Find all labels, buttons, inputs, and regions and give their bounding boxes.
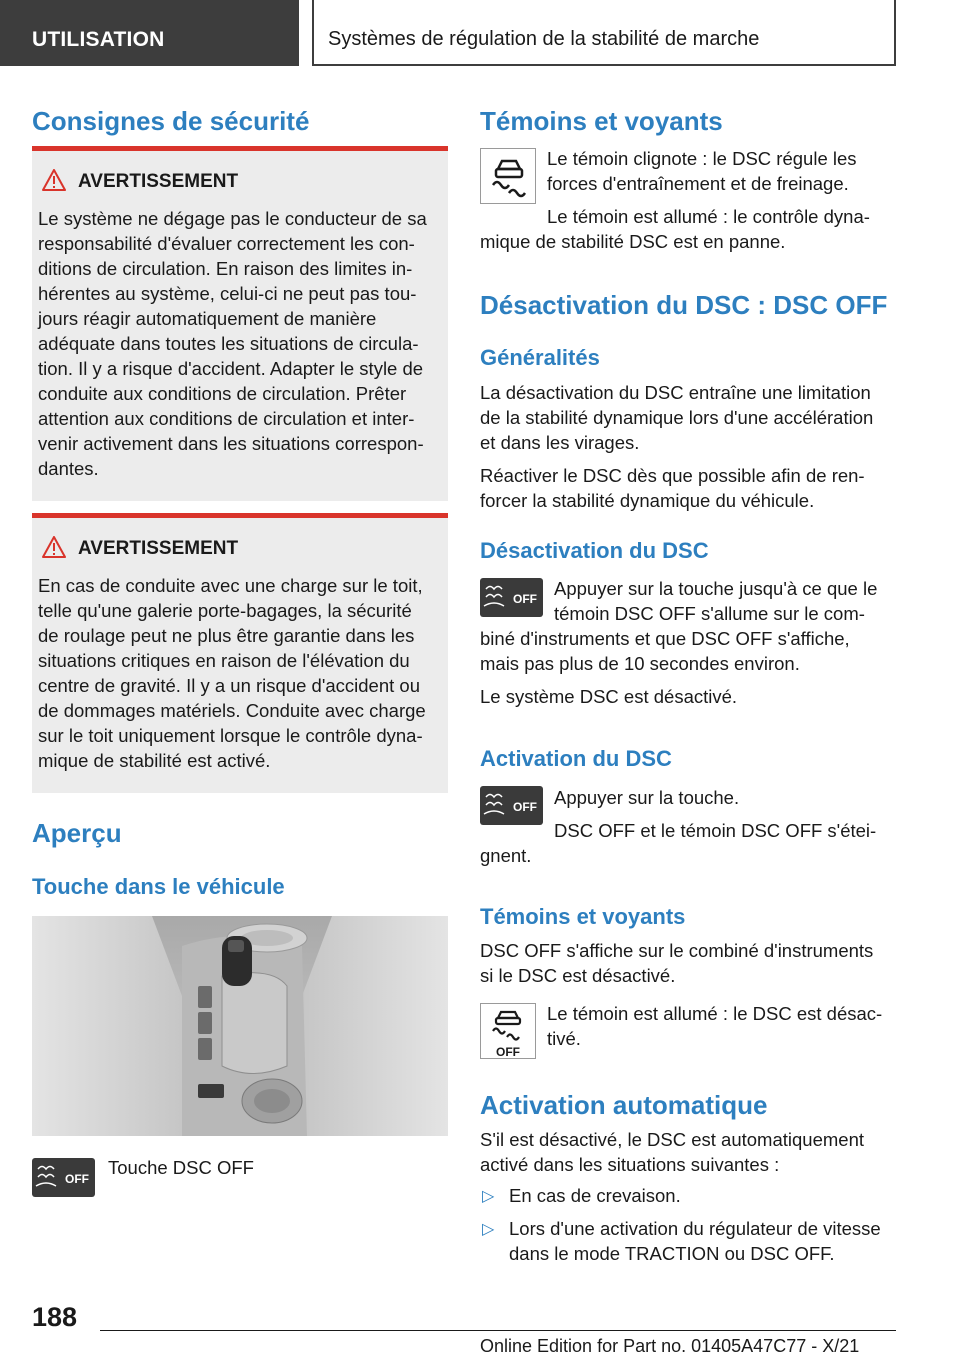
off-label: OFF [513, 592, 537, 606]
indicators-paragraph [480, 938, 896, 988]
warning-triangle-icon [42, 169, 66, 191]
warning-text [38, 573, 442, 773]
safety-heading: Consignes de sécurité [32, 106, 310, 136]
text-line: Le témoin est allumé : le DSC est désac- [547, 1003, 883, 1024]
warning-triangle-icon [42, 536, 66, 558]
off-label: OFF [496, 1045, 520, 1059]
dsc-off-button-icon [480, 786, 543, 825]
indicators-heading-2: Témoins et voyants [480, 904, 686, 929]
footer-divider [100, 1330, 896, 1331]
general-heading: Généralités [480, 345, 600, 370]
text-line: Réactiver le DSC dès que possible afin de ren- [480, 465, 865, 486]
header-chapter-label: Systèmes de régulation de la stabilité de marche [328, 28, 760, 50]
general-paragraph-2 [480, 463, 896, 513]
off-label: OFF [513, 800, 537, 814]
dsc-off-button-icon [480, 578, 543, 617]
activation-text-3: gnent. [480, 845, 532, 866]
console-illustration [32, 916, 448, 1136]
text-line: de la stabilité dynamique lors d'une accélération [480, 407, 874, 428]
text-line: Le système ne dégage pas le conducteur de sa [38, 208, 427, 229]
text-line: jours réagir automatiquement de manière [38, 308, 377, 329]
indicator-text-2a: Le témoin est allumé : le contrôle dyna- [547, 206, 870, 227]
header-section-label: UTILISATION [32, 28, 165, 51]
general-paragraph-1 [480, 380, 896, 455]
dsc-off-indicator-icon [480, 1003, 536, 1059]
text-line: forces d'entraînement et de freinage. [547, 173, 849, 194]
text-line: venir activement dans les situations correspon- [38, 433, 424, 454]
indicators-heading: Témoins et voyants [480, 106, 723, 136]
bullet-item-1: En cas de crevaison. [509, 1185, 681, 1206]
indicator-text-2b: mique de stabilité DSC est en panne. [480, 231, 786, 252]
dsc-off-button-icon [32, 1158, 95, 1197]
text-line: et dans les virages. [480, 432, 640, 453]
text-line: S'il est désactivé, le DSC est automatiquement [480, 1129, 864, 1150]
text-line: ditions de circulation. En raison des limites in- [38, 258, 413, 279]
text-line: de roulage peut ne plus être garantie dans les [38, 625, 415, 646]
text-line: hérentes au système, celui-ci ne peut pas tou- [38, 283, 417, 304]
text-line: si le DSC est désactivé. [480, 965, 676, 986]
text-line: tion. Il y a risque d'accident. Adapter le style de [38, 358, 424, 379]
warning-box-2 [32, 513, 448, 793]
activation-text-1: Appuyer sur la touche. [554, 787, 740, 808]
vehicle-console-photo [32, 916, 448, 1136]
footer-edition: Online Edition for Part no. 01405A47C77 - X/21 [480, 1336, 860, 1356]
text-line: centre de gravité. Il y a un risque d'accident ou [38, 675, 420, 696]
warning-box-1 [32, 146, 448, 501]
off-label: OFF [65, 1172, 89, 1186]
activation-heading: Activation du DSC [480, 746, 672, 771]
text-line: Lors d'une activation du régulateur de vitesse [509, 1218, 881, 1239]
text-line: sur le toit uniquement lorsque le contrôle dyna- [38, 725, 423, 746]
text-line: telle qu'une galerie porte-bagages, la sécurité [38, 600, 412, 621]
button-in-vehicle-heading: Touche dans le véhicule [32, 874, 285, 899]
bullet-marker-icon: ▷ [482, 1221, 495, 1238]
text-line: biné d'instruments et que DSC OFF s'affiche, [480, 628, 850, 649]
bullet-marker-icon: ▷ [482, 1188, 495, 1205]
text-line: attention aux conditions de circulation et inter- [38, 408, 415, 429]
text-line: DSC OFF s'affiche sur le combiné d'instruments [480, 940, 874, 961]
deactivation-text-b [480, 626, 850, 676]
warning-title: AVERTISSEMENT [78, 171, 239, 192]
indicator-off-text [547, 1001, 882, 1051]
warning-title: AVERTISSEMENT [78, 538, 239, 559]
text-line: dans le mode TRACTION ou DSC OFF. [509, 1243, 835, 1264]
text-line: tivé. [547, 1028, 581, 1049]
automatic-activation-paragraph [480, 1127, 896, 1177]
text-line: témoin DSC OFF s'allume sur le com- [554, 603, 865, 624]
text-line: conduite aux conditions de circulation. Prêter [38, 383, 407, 404]
text-line: Le témoin clignote : le DSC régule les [547, 148, 857, 169]
text-line: mique de stabilité est activé. [38, 750, 271, 771]
text-line: dantes. [38, 458, 99, 479]
text-line: de dommages matériels. Conduite avec charge [38, 700, 426, 721]
header-chapter-tab [312, 0, 896, 66]
text-line: En cas de conduite avec une charge sur le toit, [38, 575, 423, 596]
text-line: situations critiques en raison de l'élévation du [38, 650, 410, 671]
bullet-item-2 [509, 1216, 881, 1266]
dsc-indicator-icon [480, 148, 536, 204]
text-line: responsabilité d'évaluer correctement les con- [38, 233, 415, 254]
header-section-tab [0, 0, 299, 66]
automatic-activation-heading: Activation automatique [480, 1090, 768, 1120]
text-line: mais pas plus de 10 secondes environ. [480, 653, 800, 674]
overview-heading: Aperçu [32, 818, 122, 848]
deactivation-text-a [554, 576, 877, 626]
text-line: forcer la stabilité dynamique du véhicule. [480, 490, 815, 511]
text-line: Appuyer sur la touche jusqu'à ce que le [554, 578, 878, 599]
text-line: activé dans les situations suivantes : [480, 1154, 780, 1175]
text-line: La désactivation du DSC entraîne une limitation [480, 382, 871, 403]
button-caption: Touche DSC OFF [108, 1157, 254, 1178]
deactivation-heading: Désactivation du DSC [480, 538, 709, 563]
page-number: 188 [32, 1302, 78, 1332]
indicator-text-1 [547, 146, 857, 196]
text-line: adéquate dans toutes les situations de circula- [38, 333, 419, 354]
deactivation-result: Le système DSC est désactivé. [480, 686, 738, 707]
warning-text [38, 206, 442, 481]
activation-text-2: DSC OFF et le témoin DSC OFF s'étei- [554, 820, 877, 841]
dsc-off-heading: Désactivation du DSC : DSC OFF [480, 290, 888, 320]
